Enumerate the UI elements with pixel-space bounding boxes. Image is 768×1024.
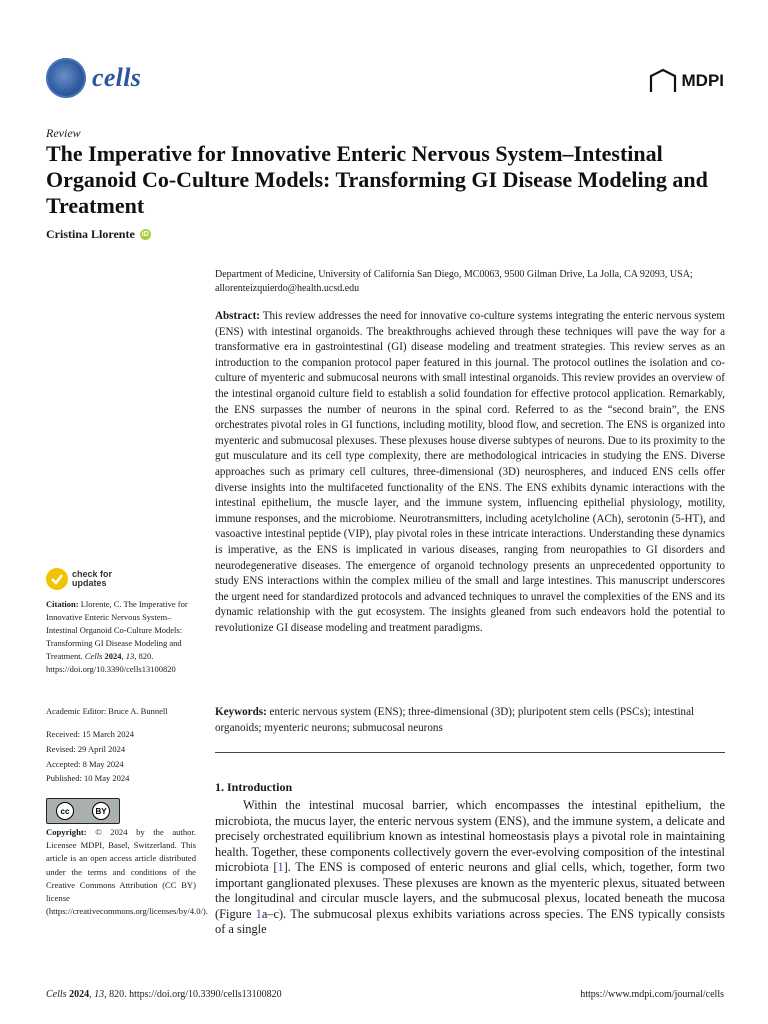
- publisher-name: MDPI: [681, 71, 724, 90]
- keywords-label: Keywords:: [215, 706, 267, 718]
- citation-doi-link[interactable]: , 820. https://doi.org/10.3390/cells13100820: [46, 651, 176, 674]
- author-name[interactable]: Cristina Llorente: [46, 227, 135, 241]
- affiliation: Department of Medicine, University of California San Diego, MC0063, 9500 Gilman Drive, La Jolla, CA 92093, USA; allorenteizquierdo@health.ucsd.edu: [215, 269, 693, 294]
- reference-link[interactable]: 1: [277, 860, 284, 874]
- mdpi-logo-icon: [648, 68, 678, 94]
- keywords-text: enteric nervous system (ENS); three-dimensional (3D); pluripotent stem cells (PSCs); intestinal organoids; myenteric neurons; submucosal neurons: [215, 706, 695, 734]
- citation: Citation: Llorente, C. The Imperative for Innovative Enteric Nervous System–Intestinal Organoid Co-Culture Models: Transforming GI Disease Modeling and Treatment. Cells 2024, 13, 820. https://doi.org/10.3390/cells13100820: [46, 599, 188, 674]
- cc-icon: cc: [56, 802, 74, 820]
- footer-doi-link[interactable]: , 820. https://doi.org/10.3390/cells13100820: [104, 989, 282, 1000]
- citation-text: Llorente, C. The Imperative for Innovative Enteric Nervous System–Intestinal Organoid Co-Culture Models: Transforming GI Disease Modeling and Treatment.: [46, 599, 188, 661]
- journal-name: cells: [92, 63, 142, 92]
- check-for-updates-button[interactable]: [46, 568, 112, 590]
- cells-logo-icon: [46, 58, 86, 98]
- author-line: [46, 227, 151, 242]
- academic-editor: Academic Editor: Bruce A. Bunnell: [46, 706, 168, 716]
- keywords: [215, 705, 725, 736]
- revised-date: Revised: 29 April 2024: [46, 744, 126, 754]
- cc-license-badge[interactable]: [46, 798, 120, 824]
- attribution-icon: BY: [92, 802, 110, 820]
- copyright-text: © 2024 by the author. Licensee MDPI, Basel, Switzerland. This article is an open access article distributed under the terms and conditions of the Creative Commons Attribution (CC BY) license (https://creativecommons.org/licenses/by/4.0/).: [46, 827, 208, 917]
- publisher-logo[interactable]: [648, 68, 725, 94]
- article-title: The Imperative for Innovative Enteric Nervous System–Intestinal Organoid Co-Culture Models: Transforming GI Disease Modeling and Treatment: [46, 141, 708, 218]
- section-heading: 1. Introduction: [215, 780, 293, 794]
- abstract: [215, 309, 725, 636]
- intro-paragraph: Within the intestinal mucosal barrier, which encompasses the intestinal epithelium, the microbiota, the mucus layer, the enteric nervous system (ENS), and the immune system, a delicate and precisely orchestrated equilibrium known as intestinal homeostasis plays a pivotal role in maintaining health. Together, these components collectively govern the ever-evolving composition of the intestinal microbiota [1]. The ENS is composed of enteric neurons and glial cells, which, together, form two important ganglionated plexuses. These plexuses are known as the myenteric plexus, situated between the longitudinal and circular muscle layers, and the submucosal plexus, located beneath the mucosa (Figure 1a–c). The submucosal plexus exhibits variations across species. The ENS typically consists of a single: [215, 798, 726, 936]
- footer-citation: Cells 2024, 13, 820. https://doi.org/10.3390/cells13100820: [46, 989, 282, 1000]
- abstract-text: This review addresses the need for innovative co-culture systems integrating the enteric nervous system (ENS) with intestinal organoids. The breakthroughs achieved through these techniques will pave the way for a transformative era in gastrointestinal (GI) disease modeling and treatment strategies. This review serves as an introduction to the companion protocol paper featured in this journal. The protocol outlines the isolation and co-culture of myenteric and submucosal neurons with small intestinal organoids. This review provides an overview of the intestinal organoid culture field to establish a solid foundation for effective protocol application. Remarkably, the ENS surpasses the number of neurons in the spinal cord. Referred to as the “second brain”, the ENS orchestrates pivotal roles in GI functions, including motility, blood flow, and secretion. The ENS is organized into myenteric and submucosal plexuses. These plexuses house diverse subtypes of neurons. Due to its proximity to the gut musculature and its cell type complexity, there are methodological intricacies in studying the ENS. Diverse approaches such as primary cell cultures, three-dimensional (3D) neurospheres, and induced ENS cells offer diverse insights into the multifaceted functionality of the ENS. The ENS exhibits dynamic interactions with the intestinal epithelium, the muscle layer, and the immune system, influencing epithelial physiology, motility, immune responses, and the microbiome. Neurotransmitters, including acetylcholine (ACh), serotonin (5-HT), and vasoactive intestinal peptide (VIP), play pivotal roles in these intricate interactions. Understanding these dynamics is imperative, as the ENS is implicated in various diseases, ranging from neuropathies to GI disorders and neurodegenerative diseases. The emergence of organoid technology presents an unprecedented opportunity to study ENS interactions within the complex milieu of the small and large intestines. This manuscript underscores the urgent need for standardized protocols and advanced techniques to unravel the complexities of the ENS and its dynamic relationship with the gut ecosystem. The insights gleaned from such endeavors hold the potential to revolutionize GI disease modeling and treatment paradigms.: [215, 310, 726, 634]
- accepted-date: Accepted: 8 May 2024: [46, 759, 124, 769]
- footer-journal-link[interactable]: https://www.mdpi.com/journal/cells: [580, 989, 724, 1000]
- citation-label: Citation:: [46, 599, 79, 609]
- copyright: [46, 826, 208, 918]
- article-type: Review: [46, 126, 81, 140]
- figure-link[interactable]: 1: [255, 906, 262, 921]
- journal-logo[interactable]: [46, 58, 141, 98]
- received-date: Received: 15 March 2024: [46, 729, 135, 739]
- published-date: Published: 10 May 2024: [46, 773, 130, 783]
- abstract-label: Abstract:: [215, 310, 260, 322]
- check-updates-label: check for updates: [72, 569, 113, 588]
- orcid-icon[interactable]: iD: [141, 231, 149, 238]
- check-updates-icon: [46, 568, 68, 590]
- divider: [215, 752, 725, 753]
- copyright-label: Copyright:: [46, 827, 87, 837]
